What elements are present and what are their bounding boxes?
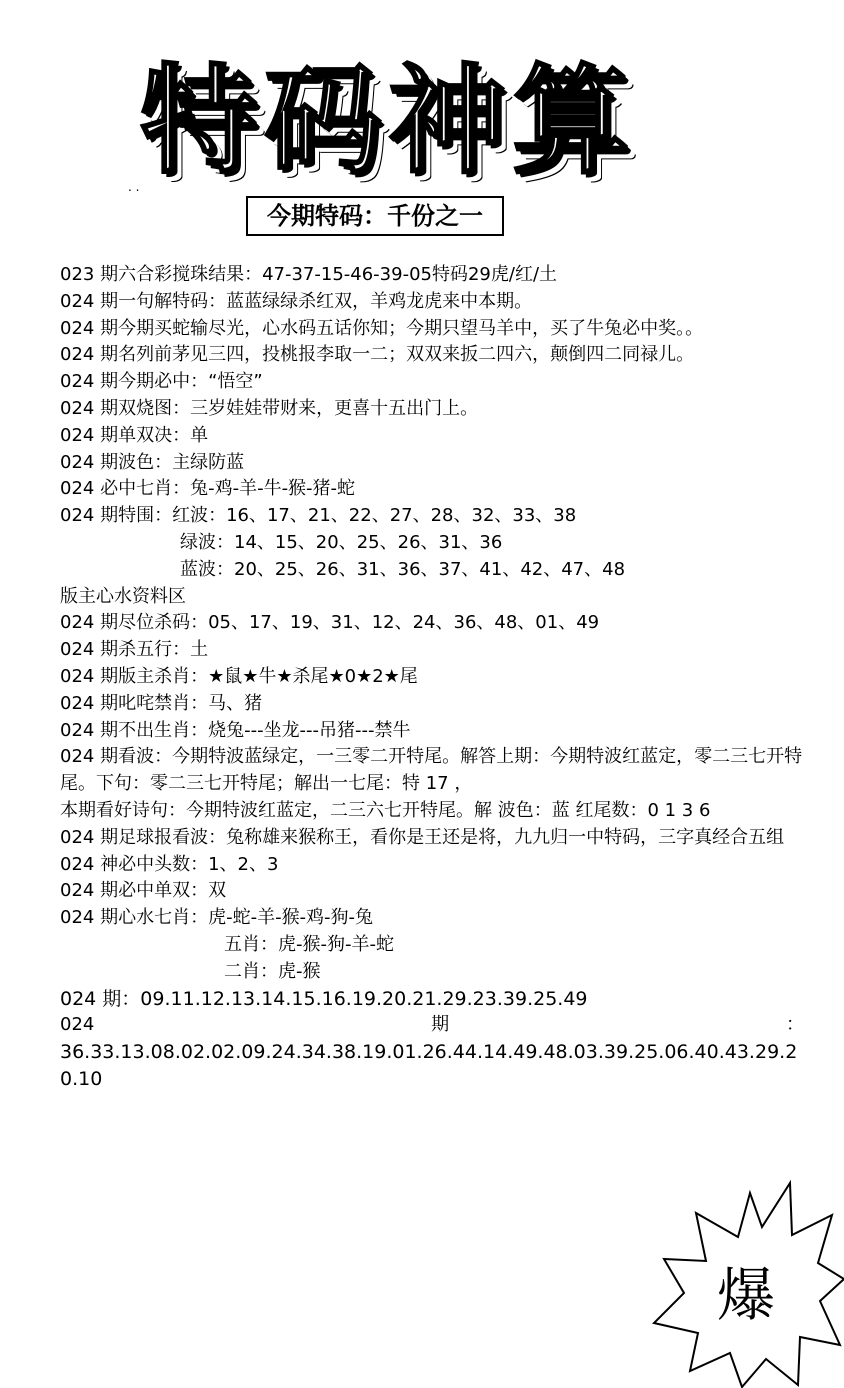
badge-text: 爆 [716, 1261, 776, 1329]
line-poem-2: 024 期名列前茅见三四，投桃报李取一二；双双来扳二四六，颠倒四二同禄儿。 [60, 344, 695, 366]
line-heart-seven: 024 期心水七肖：虎-蛇-羊-猴-鸡-狗-兔 [60, 907, 374, 929]
decorative-dots: . . [128, 180, 140, 194]
line-special-red: 024 期特围：红波：16、17、21、22、27、28、32、33、38 [60, 505, 577, 527]
subtitle-box: 今期特码：千份之一 [246, 196, 504, 236]
line-absent-zodiac: 024 期不出生肖：烧兔---坐龙---吊猪---禁牛 [60, 719, 411, 741]
line-single-double: 024 期必中单双：双 [60, 880, 227, 902]
line-number-set-2: 36.33.13.08.02.02.09.24.34.38.19.01.26.44.14.49.48.03.39.25.06.40.43.29.20.10 [60, 1041, 798, 1090]
line-seven-zodiac: 024 必中七肖：兔-鸡-羊-牛-猴-猪-蛇 [60, 478, 356, 500]
line-special-green: 绿波：14、15、20、25、26、31、36 [180, 531, 503, 553]
line-special-blue: 蓝波：20、25、26、31、36、37、41、42、47、48 [180, 558, 626, 580]
line-poem-1: 024 期今期买蛇输尽光，心水码五话你知；今期只望马羊中，买了牛兔必中奖。。 [60, 317, 704, 339]
line-odd-even: 024 期单双决：单 [60, 424, 209, 446]
explosion-badge [650, 1175, 844, 1388]
period-label: 期 [431, 1014, 450, 1036]
line-double-burn: 024 期双烧图：三岁娃娃带财来，更喜十五出门上。 [60, 397, 479, 419]
content-list [60, 262, 804, 1093]
line-kill-element: 024 期杀五行：土 [60, 639, 209, 661]
page-title: 特码神算 [140, 52, 637, 190]
line-head-digits: 024 神必中头数：1、2、3 [60, 853, 279, 875]
line-view-wave: 024 期看波：今期特波蓝绿定，一三零二开特尾。解答上期：今期特波红蓝定，零二三七开特尾。下句：零二三七开特尾；解出一七尾：特 17 ， [60, 746, 803, 795]
line-football-report: 024 期足球报看波：兔称雄来猴称王，看你是王还是将，九九归一中特码，三字真经合五组 [60, 826, 785, 848]
line-five-zodiac: 五肖：虎-猴-狗-羊-蛇 [224, 933, 394, 955]
line-must-win: 024 期今期必中：“悟空” [60, 371, 263, 393]
line-banned-zodiac: 024 期叱咤禁肖：马、猪 [60, 692, 263, 714]
line-number-set-1: 024 期：09.11.12.13.14.15.16.19.20.21.29.23.39.25.49 [60, 987, 588, 1010]
line-draw-result: 023 期六合彩搅珠结果：47-37-15-46-39-05特码29虎/红/土 [60, 264, 558, 285]
line-one-sentence: 024 期一句解特码：蓝蓝绿绿杀红双，羊鸡龙虎来中本期。 [60, 290, 533, 312]
line-wave-color: 024 期波色：主绿防蓝 [60, 451, 245, 473]
line-kill-zodiac: 024 期版主杀肖：★鼠★牛★杀尾★0★2★尾 [60, 665, 418, 687]
line-kill-codes: 024 期尽位杀码：05、17、19、31、12、24、36、48、01、49 [60, 612, 600, 634]
section-heading: 版主心水资料区 [60, 585, 186, 607]
line-poem-tip: 本期看好诗句：今期特波红蓝定，二三六七开特尾。解 波色：蓝 红尾数：0 1 3 6 [60, 799, 711, 821]
line-number-set-2-header [60, 1012, 804, 1039]
line-two-zodiac: 二肖：虎-猴 [224, 960, 321, 982]
period-number: 024 [60, 1014, 95, 1036]
colon-label: ： [785, 1014, 804, 1036]
